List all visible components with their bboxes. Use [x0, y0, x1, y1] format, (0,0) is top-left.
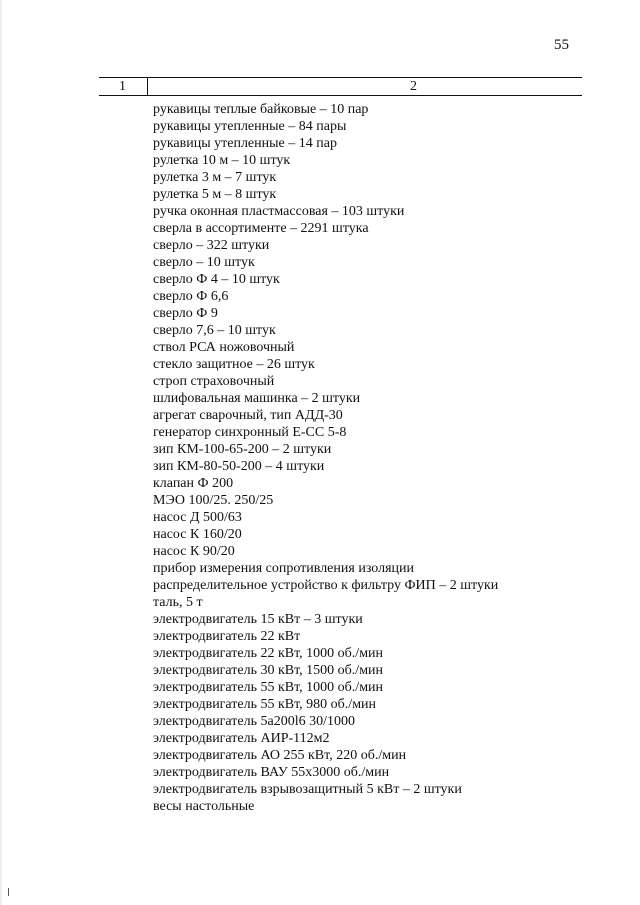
list-item: таль, 5 т: [153, 595, 203, 610]
list-item: рулетка 10 м – 10 штук: [153, 153, 291, 168]
list-item: рукавицы утепленные – 84 пары: [153, 119, 347, 134]
list-item: ствол РСА ножовочный: [153, 340, 295, 355]
list-item: ручка оконная пластмассовая – 103 штуки: [153, 204, 405, 219]
list-item: электродвигатель 22 кВт: [153, 629, 301, 644]
list-item: распределительное устройство к фильтру ФИП – 2 штуки: [153, 578, 499, 593]
list-item: электродвигатель взрывозащитный 5 кВт – 2 штуки: [153, 782, 462, 797]
list-item: рулетка 5 м – 8 штук: [153, 187, 277, 202]
list-item: насос К 160/20: [153, 527, 242, 542]
list-item: рукавицы утепленные – 14 пар: [153, 136, 337, 151]
list-item: электродвигатель ВАУ 55х3000 об./мин: [153, 765, 390, 780]
scan-edge: [0, 0, 3, 905]
list-item: сверла в ассортименте – 2291 штука: [153, 221, 369, 236]
table-column-header: [99, 77, 582, 96]
list-item: насос К 90/20: [153, 544, 235, 559]
list-item: электродвигатель АИР-112м2: [153, 731, 330, 746]
list-item: электродвигатель 15 кВт – 3 штуки: [153, 612, 363, 627]
list-item: агрегат сварочный, тип АДД-30: [153, 408, 343, 423]
list-item: МЭО 100/25. 250/25: [153, 493, 274, 508]
list-item: сверло Ф 6,6: [153, 289, 229, 304]
column-1-label: 1: [119, 79, 126, 94]
list-item: зип КМ-80-50-200 – 4 штуки: [153, 459, 325, 474]
column-2-label: 2: [410, 79, 417, 94]
list-item: шлифовальная машинка – 2 штуки: [153, 391, 361, 406]
column-divider: [147, 78, 148, 95]
list-item: строп страховочный: [153, 374, 275, 389]
list-item: зип КМ-100-65-200 – 2 штуки: [153, 442, 332, 457]
list-item: сверло Ф 4 – 10 штук: [153, 272, 280, 287]
list-item: электродвигатель 30 кВт, 1500 об./мин: [153, 663, 384, 678]
list-item: сверло 7,6 – 10 штук: [153, 323, 276, 338]
list-item: рулетка 3 м – 7 штук: [153, 170, 277, 185]
page-number: 55: [554, 37, 569, 53]
scan-edge-mark: [8, 888, 9, 896]
list-item: клапан Ф 200: [153, 476, 234, 491]
list-item: стекло защитное – 26 штук: [153, 357, 315, 372]
list-item: сверло – 10 штук: [153, 255, 255, 270]
list-item: электродвигатель 22 кВт, 1000 об./мин: [153, 646, 384, 661]
list-item: весы настольные: [153, 799, 255, 814]
list-item: электродвигатель 55 кВт, 980 об./мин: [153, 697, 377, 712]
list-item: электродвигатель 5а200l6 30/1000: [153, 714, 355, 729]
list-item: генератор синхронный Е-СС 5-8: [153, 425, 347, 440]
list-item: насос Д 500/63: [153, 510, 242, 525]
list-item: сверло – 322 штуки: [153, 238, 270, 253]
list-item: прибор измерения сопротивления изоляции: [153, 561, 414, 576]
equipment-list: [153, 101, 498, 815]
list-item: сверло Ф 9: [153, 306, 218, 321]
list-item: электродвигатель 55 кВт, 1000 об./мин: [153, 680, 384, 695]
list-item: рукавицы теплые байковые – 10 пар: [153, 102, 369, 117]
list-item: электродвигатель АО 255 кВт, 220 об./мин: [153, 748, 407, 763]
